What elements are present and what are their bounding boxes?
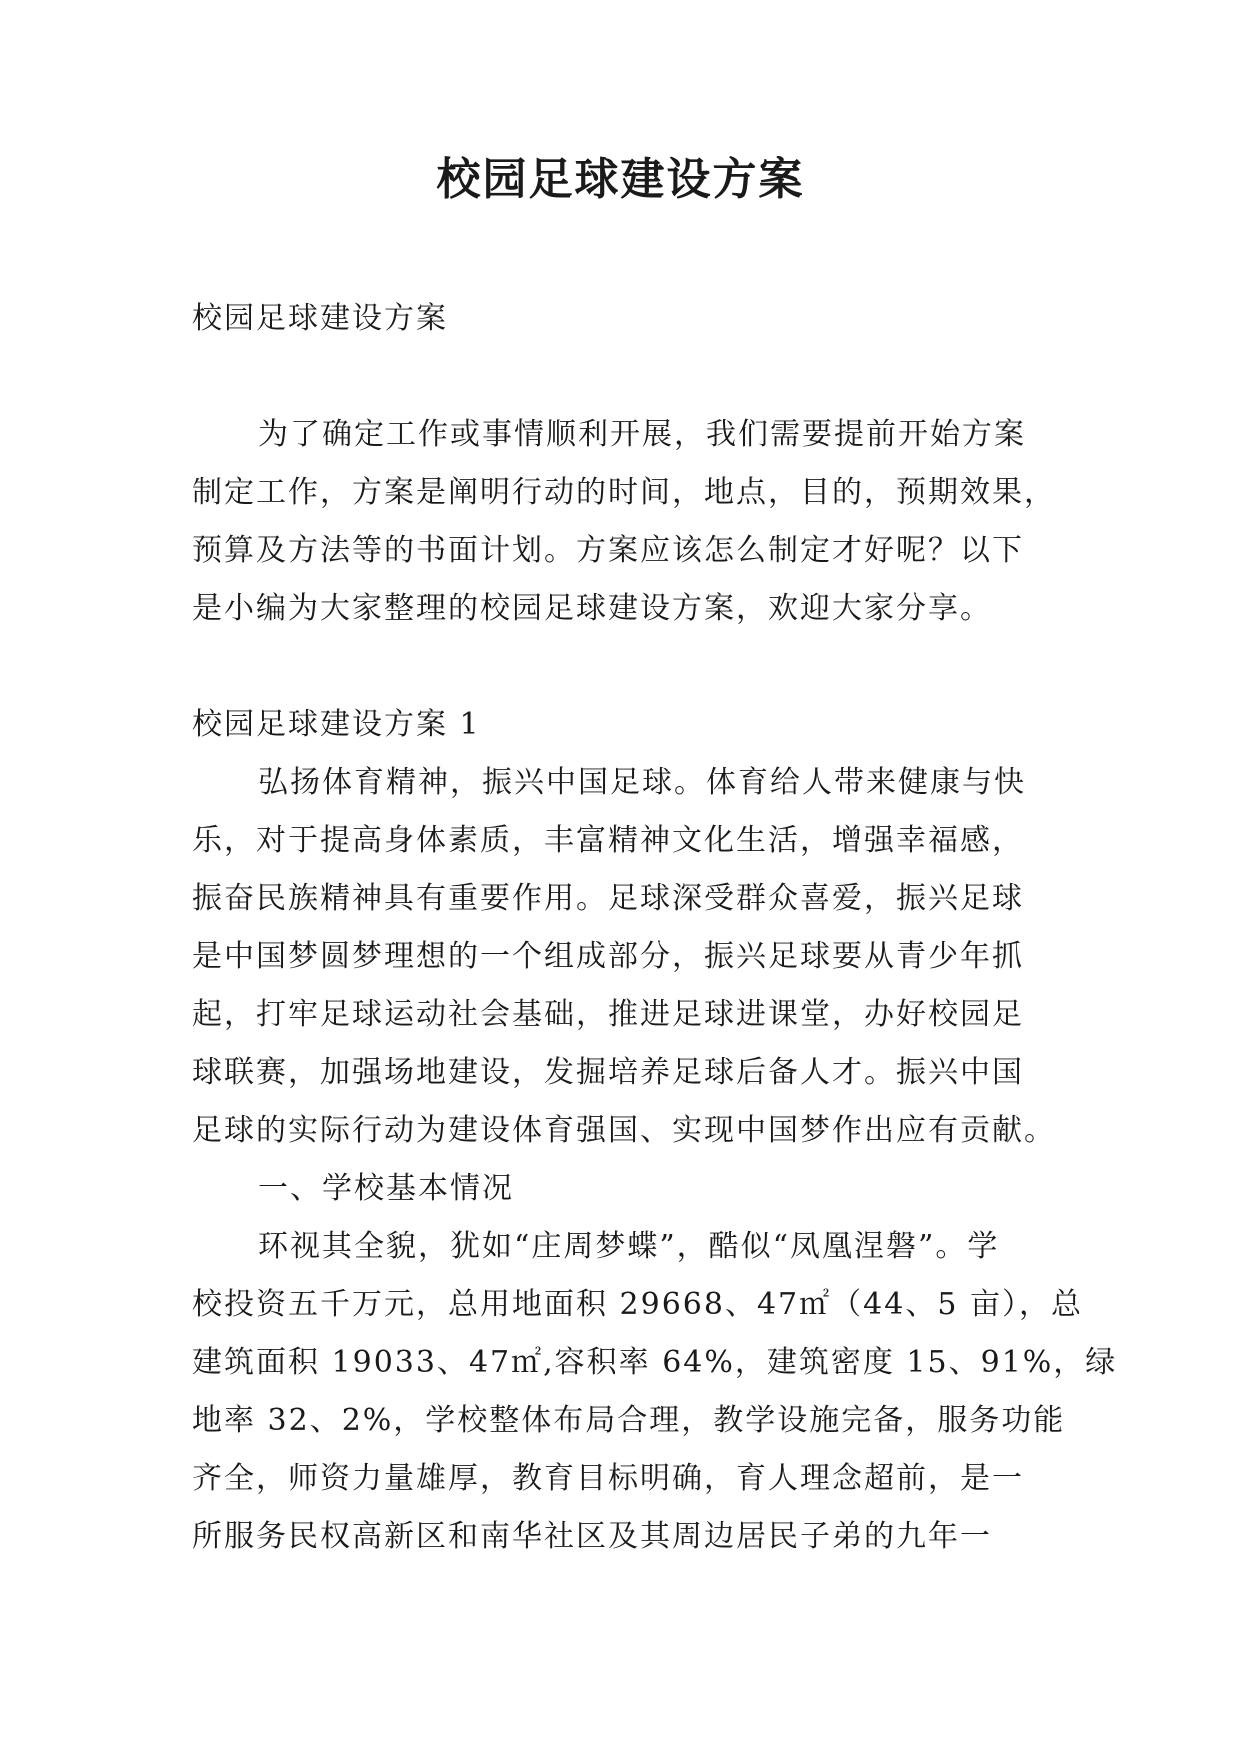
paragraph-line: 起，打牢足球运动社会基础，推进足球进课堂，办好校园足 (192, 997, 1024, 1032)
document-title: 校园足球建设方案 (436, 154, 805, 205)
intro-line: 是小编为大家整理的校园足球建设方案，欢迎大家分享。 (192, 591, 992, 626)
intro-line: 预算及方法等的书面计划。方案应该怎么制定才好呢？以下 (192, 533, 1024, 568)
subtitle: 校园足球建设方案 (192, 301, 448, 336)
paragraph-line: 校投资五千万元，总用地面积 29668、47㎡（44、5 亩），总 (192, 1287, 1083, 1322)
paragraph-line: 足球的实际行动为建设体育强国、实现中国梦作出应有贡献。 (192, 1113, 1056, 1148)
paragraph-line: 振奋民族精神具有重要作用。足球深受群众喜爱，振兴足球 (192, 881, 1024, 916)
part-paragraph (192, 1218, 1118, 1566)
part-heading: 一、学校基本情况 (258, 1171, 514, 1206)
paragraph-line: 乐，对于提高身体素质，丰富精神文化生活，增强幸福感， (192, 823, 1024, 858)
paragraph-line: 地率 32、2%，学校整体布局合理，教学设施完备，服务功能 (192, 1403, 1066, 1438)
paragraph-line: 所服务民权高新区和南华社区及其周边居民子弟的九年一 (192, 1519, 992, 1554)
document-body (192, 290, 1118, 1566)
intro-paragraph (192, 406, 1072, 638)
paragraph-line: 环视其全貌，犹如“庄周梦蝶”，酷似“凤凰涅磐”。学 (258, 1229, 1000, 1264)
intro-line: 制定工作，方案是阐明行动的时间，地点，目的，预期效果， (192, 475, 1056, 510)
section-paragraph (192, 754, 1072, 1160)
section-heading: 校园足球建设方案 1 (192, 707, 481, 742)
intro-line: 为了确定工作或事情顺利开展，我们需要提前开始方案 (258, 417, 1026, 452)
paragraph-line: 齐全，师资力量雄厚，教育目标明确，育人理念超前，是一 (192, 1461, 1024, 1496)
paragraph-line: 是中国梦圆梦理想的一个组成部分，振兴足球要从青少年抓 (192, 939, 1024, 974)
paragraph-line: 建筑面积 19033、47㎡,容积率 64%，建筑密度 15、91%，绿 (192, 1345, 1118, 1380)
paragraph-line: 球联赛，加强场地建设，发掘培养足球后备人才。振兴中国 (192, 1055, 1024, 1090)
paragraph-line: 弘扬体育精神，振兴中国足球。体育给人带来健康与快 (258, 765, 1026, 800)
